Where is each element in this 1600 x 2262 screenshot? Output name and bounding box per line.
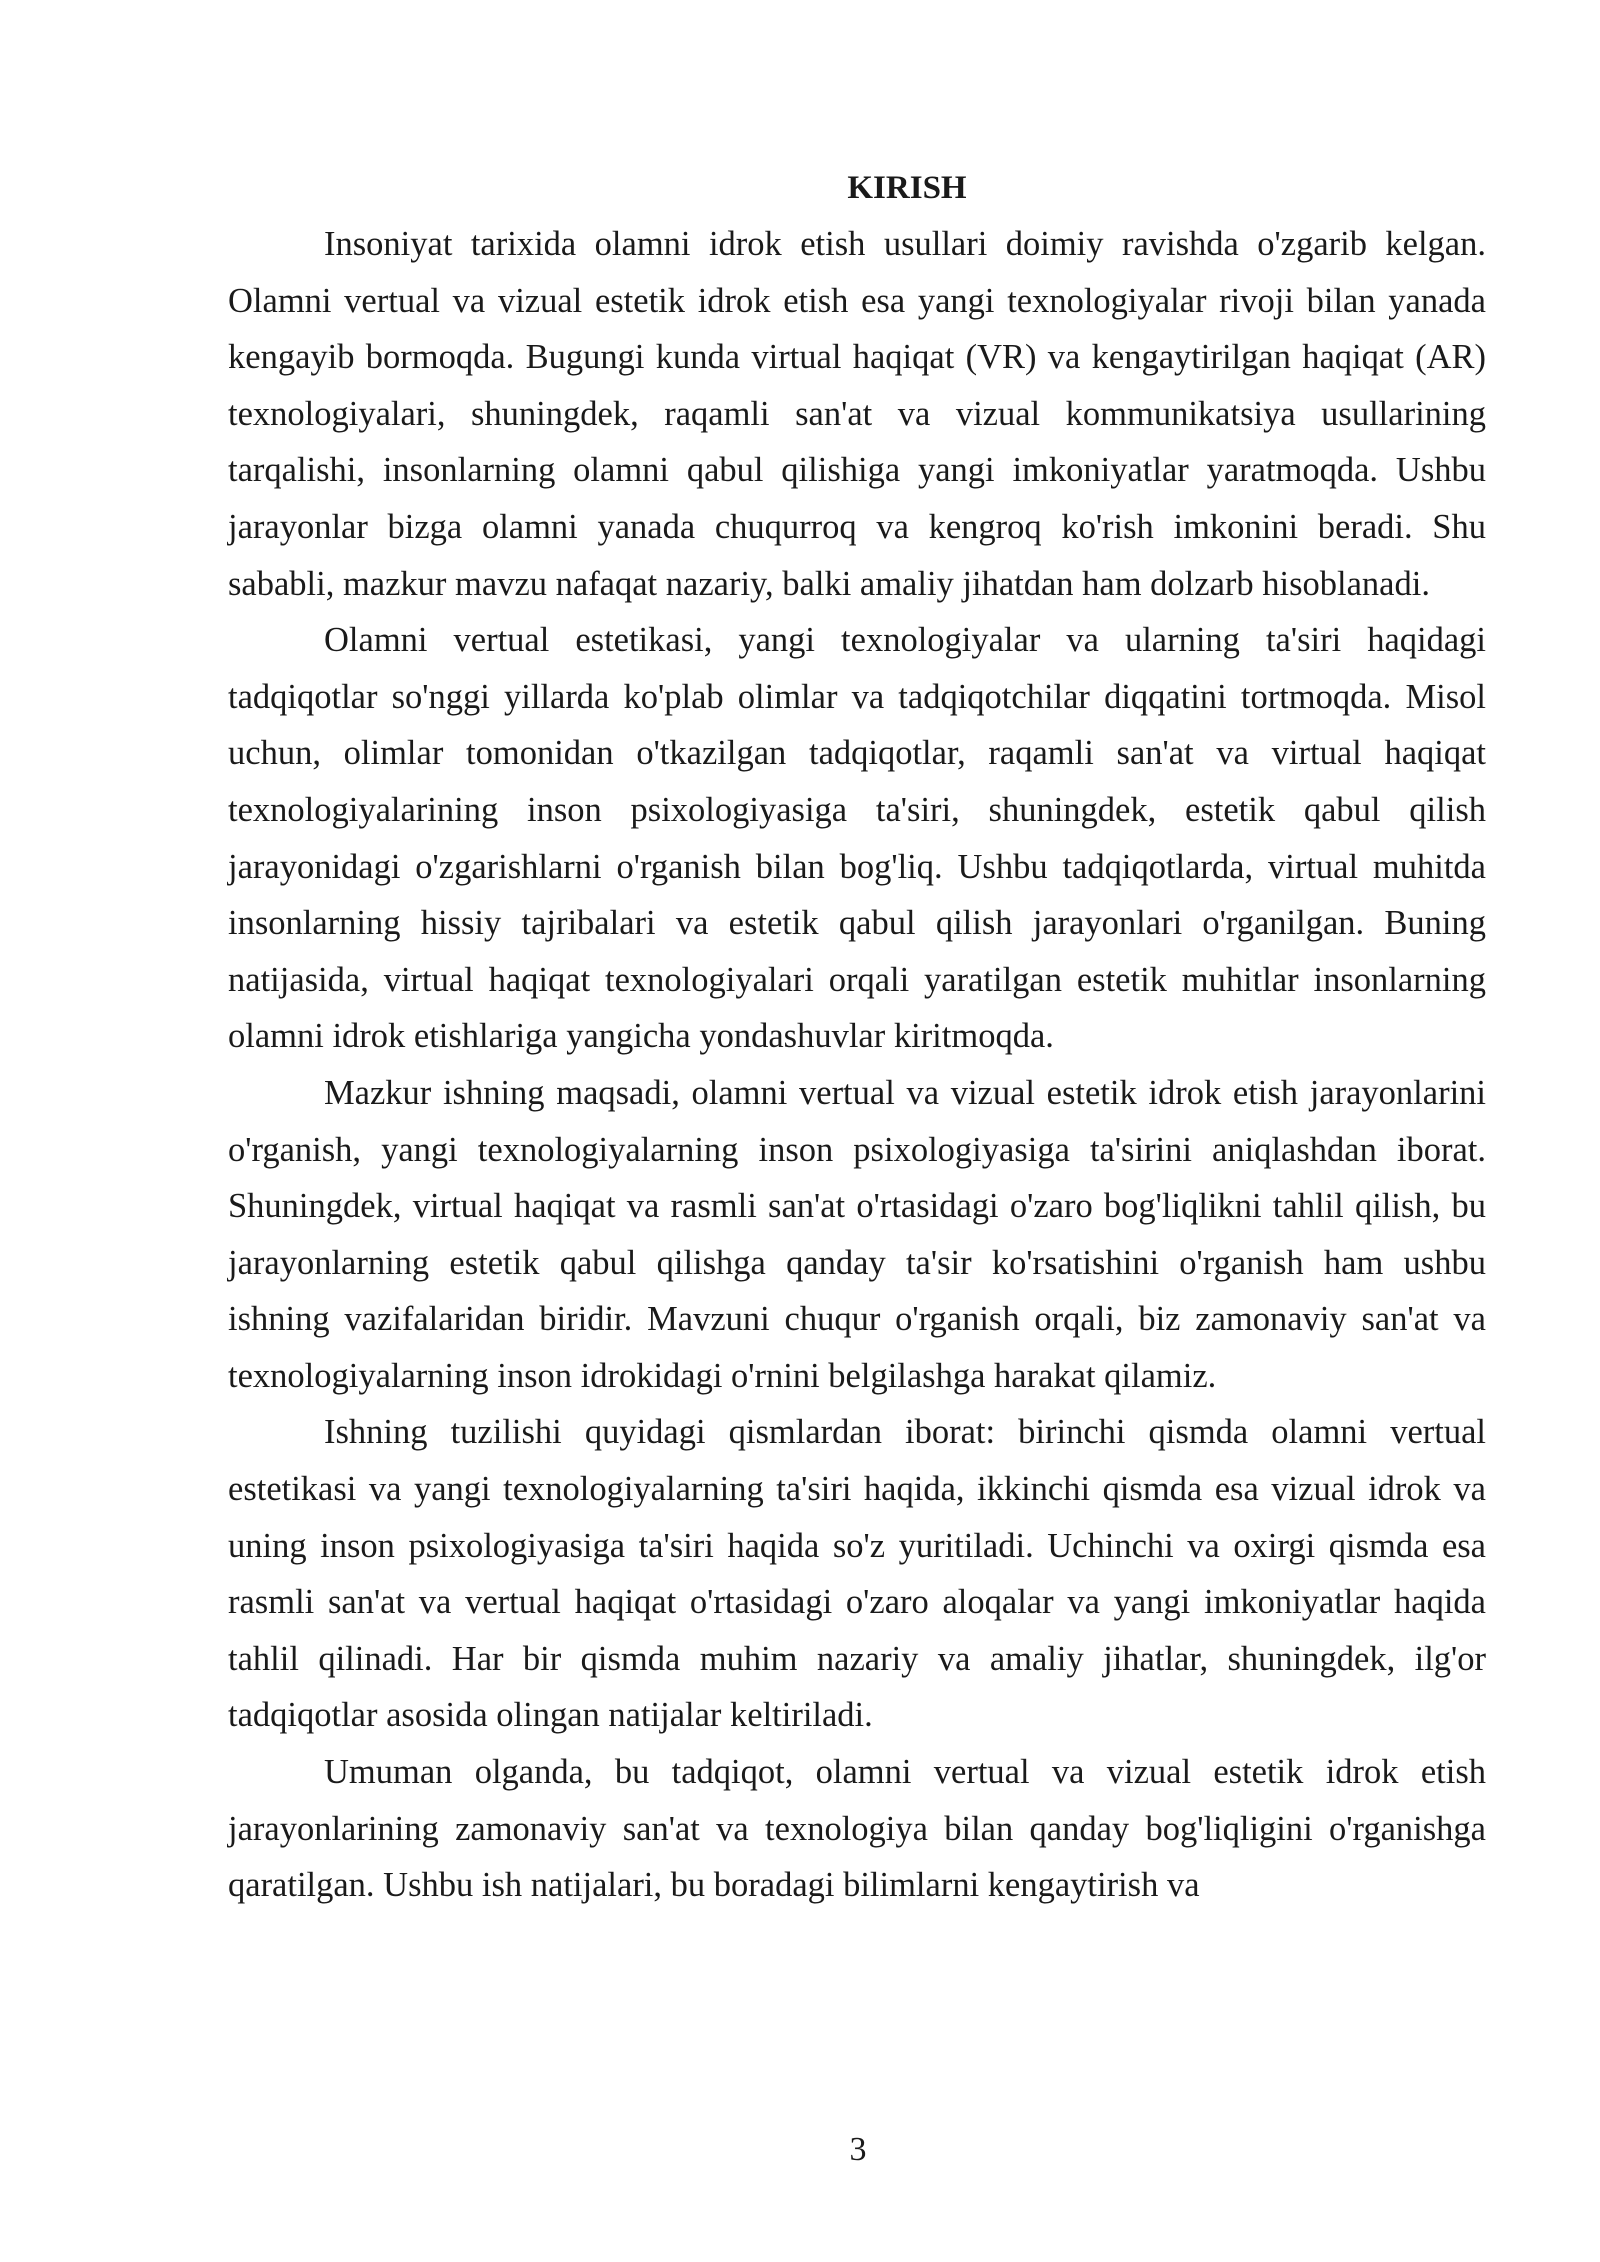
paragraph-5: Umuman olganda, bu tadqiqot, olamni vertual va vizual estetik idrok etish jarayonlarining zamonaviy san'at va texnologiya bilan qanday bog'liqligini o'rganishga qaratilgan. Ushbu ish natijalari, bu boradagi bilimlarni kengaytirish va (228, 1753, 1486, 1905)
section-title: KIRISH (847, 170, 967, 206)
paragraph-2: Olamni vertual estetikasi, yangi texnologiyalar va ularning ta'siri haqidagi tadqiqotlar so'nggi yillarda ko'plab olimlar va tadqiqotchilar diqqatini tortmoqda. Misol uchun, olimlar tomonidan o'tkazilgan tadqiqotlar, raqamli san'at va virtual haqiqat texnologiyalarining inson psixologiyasiga ta'siri, shuningdek, estetik qabul qilish jarayonidagi o'zgarishlarni o'rganish bilan bog'liq. Ushbu tadqiqotlarda, virtual muhitda insonlarning hissiy tajribalari va estetik qabul qilish jarayonlari o'rganilgan. Buning natijasida, virtual haqiqat texnologiyalari orqali yaratilgan estetik muhitlar insonlarning olamni idrok etishlariga yangicha yondashuvlar kiritmoqda. (228, 621, 1486, 1056)
document-page (228, 160, 1486, 1914)
paragraph-1: Insoniyat tarixida olamni idrok etish usullari doimiy ravishda o'zgarib kelgan. Olamni vertual va vizual estetik idrok etish esa yangi texnologiyalar rivoji bilan yanada kengayib bormoqda. Bugungi kunda virtual haqiqat (VR) va kengaytirilgan haqiqat (AR) texnologiyalari, shuningdek, raqamli san'at va vizual kommunikatsiya usullarining tarqalishi, insonlarning olamni qabul qilishiga yangi imkoniyatlar yaratmoqda. Ushbu jarayonlar bizga olamni yanada chuqurroq va kengroq ko'rish imkonini beradi. Shu sababli, mazkur mavzu nafaqat nazariy, balki amaliy jihatdan ham dolzarb hisoblanadi. (228, 225, 1486, 603)
page-number: 3 (849, 2131, 867, 2168)
paragraph-4: Ishning tuzilishi quyidagi qismlardan iborat: birinchi qismda olamni vertual estetikasi va yangi texnologiyalarning ta'siri haqida, ikkinchi qismda esa vizual idrok va uning inson psixologiyasiga ta'siri haqida so'z yuritiladi. Uchinchi va oxirgi qismda esa rasmli san'at va vertual haqiqat o'rtasidagi o'zaro aloqalar va yangi imkoniyatlar haqida tahlil qilinadi. Har bir qismda muhim nazariy va amaliy jihatlar, shuningdek, ilg'or tadqiqotlar asosida olingan natijalar keltiriladi. (228, 1413, 1486, 1735)
paragraph-3: Mazkur ishning maqsadi, olamni vertual va vizual estetik idrok etish jarayonlarini o'rganish, yangi texnologiyalarning inson psixologiyasiga ta'sirini aniqlashdan iborat. Shuningdek, virtual haqiqat va rasmli san'at o'rtasidagi o'zaro bog'liqlikni tahlil qilish, bu jarayonlarning estetik qabul qilishga qanday ta'sir ko'rsatishini o'rganish ham ushbu ishning vazifalaridan biridir. Mavzuni chuqur o'rganish orqali, biz zamonaviy san'at va texnologiyalarning inson idrokidagi o'rnini belgilashga harakat qilamiz. (228, 1073, 1486, 1395)
